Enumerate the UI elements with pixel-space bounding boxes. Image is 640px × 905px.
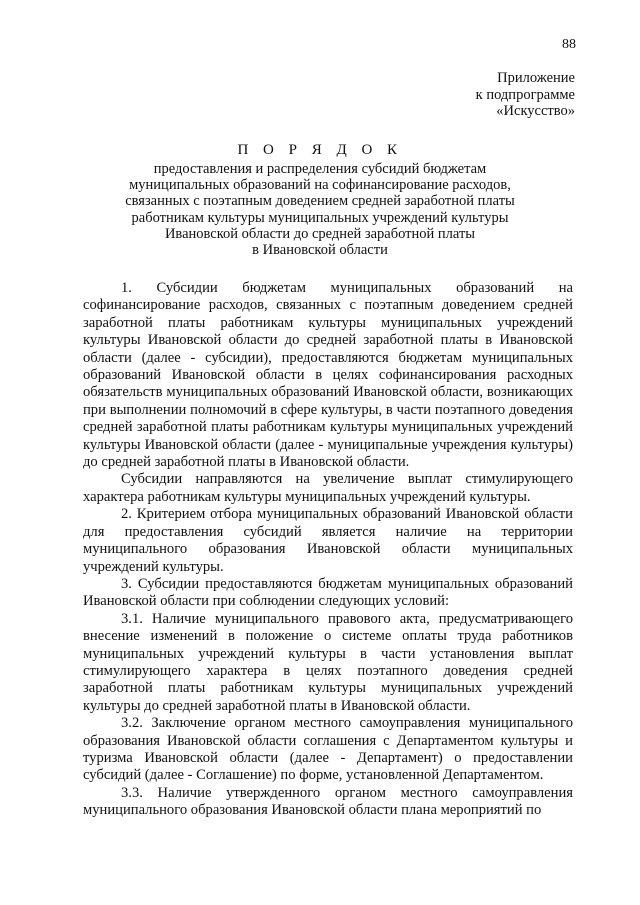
paragraph: 3.2. Заключение органом местного самоуправления муниципального образования Ивановской области соглашения с Департаментом культуры и туризма Ивановской области (далее - Департамент) о предоставлении субсидий (далее - Соглашение) по форме, установленной Департаментом. <box>83 715 573 784</box>
paragraph: 2. Критерием отбора муниципальных образований Ивановской области для предоставления субсидий является наличие на территории муниципального образования Ивановской области муниципальных учреждений культуры. <box>83 506 573 575</box>
subtitle-line: в Ивановской области <box>252 242 388 259</box>
document-title-block <box>100 141 540 258</box>
page-number: 88 <box>562 37 576 52</box>
paragraph: 1. Субсидии бюджетам муниципальных образований на софинансирование расходов, связанных с поэтапным доведением средней заработной платы работникам культуры муниципальных учреждений культуры Ивановской области до средней заработной платы в Ивановской области (далее - субсидии), предоставляются бюджетам муниципальных образований Ивановской области в целях софинансирования расходных обязательств муниципальных образований Ивановской области, возникающих при выполнении полномочий в сфере культуры, в части поэтапного доведения средней заработной платы работникам культуры муниципальных учреждений культуры Ивановской области (далее - муниципальные учреждения культуры) до средней заработной платы в Ивановской области. <box>83 280 573 471</box>
document-title: П О Р Я Д О К <box>237 142 403 158</box>
subtitle-line: Ивановской области до средней заработной платы <box>164 225 476 242</box>
paragraph: 3.3. Наличие утвержденного органом местного самоуправления муниципального образования Ивановской области плана мероприятий по <box>83 784 573 819</box>
paragraph: 3. Субсидии предоставляются бюджетам муниципальных образований Ивановской области при соблюдении следующих условий: <box>83 575 573 610</box>
document-subtitle <box>100 161 540 258</box>
subtitle-line: муниципальных образований на софинансирование расходов, <box>129 177 511 194</box>
appendix-line: «Искусство» <box>496 103 575 119</box>
paragraph: Субсидии направляются на увеличение выплат стимулирующего характера работникам культуры муниципальных учреждений культуры. <box>83 471 573 505</box>
appendix-line: к подпрограмме <box>475 86 575 103</box>
appendix-header <box>476 70 575 120</box>
subtitle-line: предоставления и распределения субсидий бюджетам <box>153 161 487 177</box>
subtitle-line: работникам культуры муниципальных учреждений культуры <box>131 209 509 226</box>
appendix-line: Приложение <box>497 70 575 86</box>
paragraph: 3.1. Наличие муниципального правового акта, предусматривающего внесение изменений в положение о системе оплаты труда работников муниципальных учреждений культуры в части установления выплат стимулирующего характера в целях поэтапного доведения средней заработной платы работникам культуры муниципальных учреждений культуры до средней заработной платы в Ивановской области. <box>83 610 573 714</box>
document-body <box>83 280 573 820</box>
subtitle-line: связанных с поэтапным доведением средней заработной платы <box>125 193 515 210</box>
